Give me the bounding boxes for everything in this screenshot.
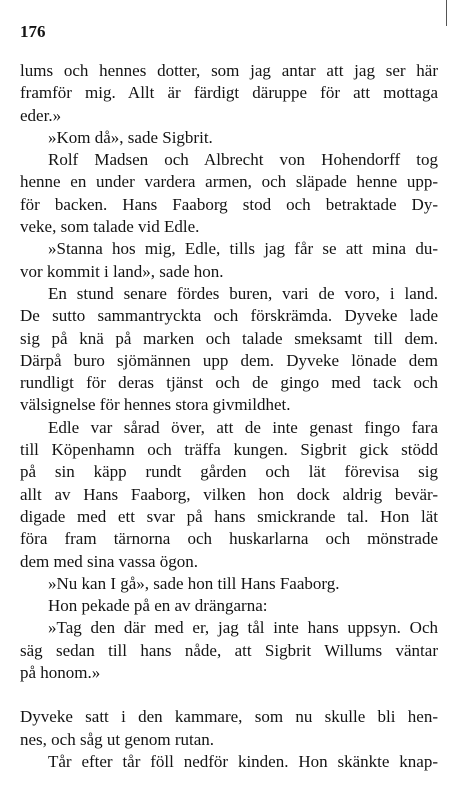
text-line: föra fram tärnorna och huskarlarna och mönstrade	[20, 529, 438, 549]
text-line: Tår efter tår föll nedför kinden. Hon skänkte knap-	[48, 751, 438, 771]
text-line: Rolf Madsen och Albrecht von Hohendorff tog	[48, 150, 438, 170]
text-line: eder.»	[20, 105, 62, 125]
text-line: Edle var sårad över, att de inte genast fingo fara	[48, 417, 438, 437]
text-line: »Nu kan I gå», sade hon till Hans Faaborg.	[48, 573, 340, 593]
text-line: allt av Hans Faaborg, vilken hon dock aldrig bevär-	[20, 484, 438, 504]
text-line: säg sedan till hans nåde, att Sigbrit Willums väntar	[20, 640, 438, 660]
text-line: vor kommit i land», sade hon.	[20, 261, 224, 281]
text-line: till Köpenhamn och träffa kungen. Sigbrit gick stödd	[20, 440, 438, 460]
text-line: Hon pekade på en av drängarna:	[48, 596, 268, 616]
paragraph-group-2	[20, 706, 438, 773]
text-line: på sin käpp rundt gården och lät förevisa sig	[20, 462, 438, 482]
text-line: för backen. Hans Faaborg stod och betraktade Dy-	[20, 194, 438, 214]
text-line: De sutto sammantryckta och förskrämda. Dyveke lade	[20, 306, 438, 326]
page-edge-mark	[446, 0, 447, 26]
text-line: Därpå buro sjömännen upp dem. Dyveke lönade dem	[20, 350, 438, 370]
text-line: nes, och såg ut genom rutan.	[20, 729, 215, 749]
text-line: välsignelse för hennes stora givmildhet.	[20, 395, 291, 415]
text-line: »Stanna hos mig, Edle, tills jag får se att mina du-	[48, 239, 438, 259]
body-text	[20, 60, 438, 773]
section-break	[20, 684, 438, 706]
text-line: framför mig. Allt är färdigt däruppe för att mottaga	[20, 83, 438, 103]
text-line: rundligt för deras tjänst och de gingo med tack och	[20, 373, 438, 393]
text-line: »Kom då», sade Sigbrit.	[48, 127, 213, 147]
page-number: 176	[20, 22, 46, 41]
text-line: digade med ett svar på hans smickrande tal. Hon lät	[20, 506, 438, 526]
text-line: henne en under vardera armen, och släpade henne upp-	[20, 172, 438, 192]
text-line: sig på knä på marken och talade smeksamt till dem.	[20, 328, 438, 348]
text-line: på honom.»	[20, 663, 101, 683]
text-line: dem med sina vassa ögon.	[20, 551, 198, 571]
text-line: »Tag den där med er, jag tål inte hans uppsyn. Och	[48, 618, 438, 638]
text-line: veke, som talade vid Edle.	[20, 217, 200, 237]
text-line: En stund senare fördes buren, vari de voro, i land.	[48, 283, 438, 303]
text-line: lums och hennes dotter, som jag antar att jag ser här	[20, 61, 438, 80]
text-line: Dyveke satt i den kammare, som nu skulle bli hen-	[20, 707, 438, 727]
paragraph-group-1	[20, 60, 438, 684]
